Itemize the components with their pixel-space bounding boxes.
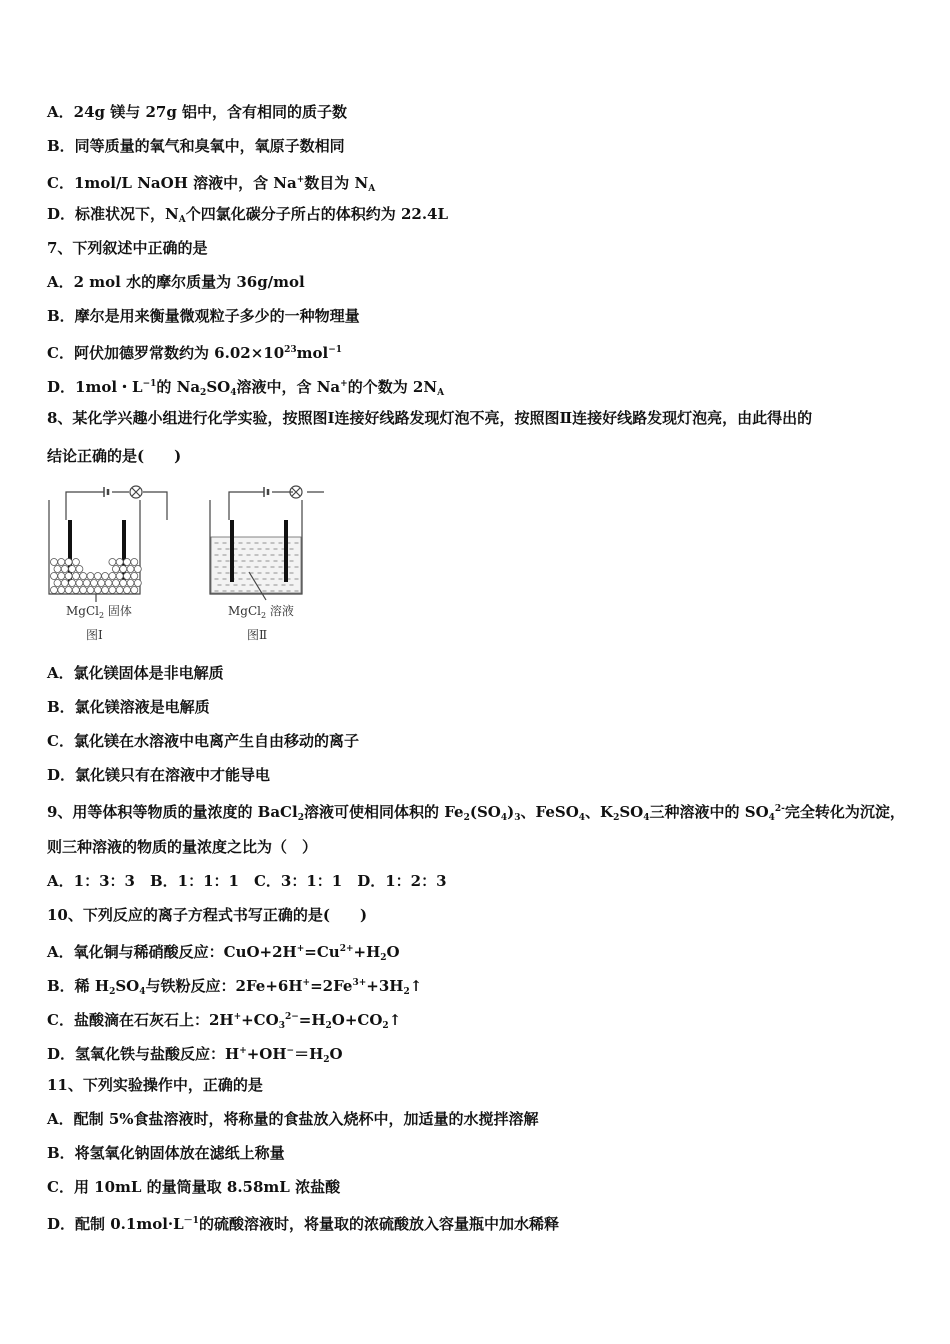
particle (116, 559, 123, 566)
particle (120, 580, 127, 587)
particle (51, 573, 58, 580)
text-segment: O (386, 943, 400, 961)
supscript-text: 2+ (339, 944, 354, 954)
particle (58, 559, 65, 566)
supscript-text: 3+ (352, 978, 367, 988)
supscript-text: 2− (284, 1012, 299, 1022)
supscript-text: + (296, 944, 305, 954)
text-segment: (SO (469, 803, 501, 821)
conductivity-diagram (44, 482, 324, 647)
text-segment: C．盐酸滴在石灰石上：2H (47, 1011, 234, 1029)
particle (51, 587, 58, 594)
supscript-text: + (296, 175, 305, 185)
particle (131, 587, 138, 594)
text-segment: +OH (246, 1045, 287, 1063)
particle (109, 573, 116, 580)
text-segment: 与铁粉反应：2Fe+6H (145, 977, 303, 995)
text-segment: 11、下列实验操作中，正确的是 (47, 1076, 263, 1094)
subscript-text: 2 (200, 388, 207, 398)
particle (102, 573, 109, 580)
figure-2-solution (210, 486, 324, 600)
particle (80, 573, 87, 580)
particle (65, 587, 72, 594)
text-segment: B．同等质量的氧气和臭氧中，氧原子数相同 (47, 137, 345, 155)
supscript-text: − (286, 1046, 295, 1056)
text-line (47, 1075, 263, 1095)
text-line (47, 731, 359, 751)
particle (65, 573, 72, 580)
particle (54, 566, 61, 573)
particle (120, 566, 127, 573)
fig2-label: MgCl$_2$ 溶液 (228, 604, 294, 620)
particle (98, 580, 105, 587)
text-line (47, 374, 444, 403)
text-segment: C．1mol/L NaOH 溶液中，含 Na (47, 174, 297, 192)
text-line (47, 939, 400, 968)
particle (127, 566, 134, 573)
text-line (47, 799, 905, 828)
text-segment: O (329, 1045, 343, 1063)
subscript-text: A (178, 215, 186, 225)
subscript-text: 3 (278, 1021, 285, 1031)
text-segment: 10、下列反应的离子方程式书写正确的是( ) (47, 906, 368, 924)
particle (58, 587, 65, 594)
text-segment: ) (507, 803, 515, 821)
particle (87, 573, 94, 580)
particle (124, 573, 131, 580)
text-line (47, 663, 224, 683)
text-segment: 完全转化为沉淀， (784, 803, 905, 821)
particle (61, 580, 68, 587)
text-segment: A．24g 镁与 27g 铝中，含有相同的质子数 (47, 103, 348, 121)
text-segment: 7、下列叙述中正确的是 (47, 239, 208, 257)
text-segment: 的硫酸溶液时，将量取的浓硫酸放入容量瓶中加水稀释 (198, 1215, 559, 1233)
text-segment: 、FeSO (520, 803, 579, 821)
text-segment: A．1：3：3 B．1：1：1 C．3：1：1 D．1：2：3 (47, 872, 447, 890)
text-segment: D．标准状况下，N (47, 205, 179, 223)
supscript-text: －1 (183, 1216, 199, 1226)
particle (112, 566, 119, 573)
particle (76, 566, 83, 573)
particle (94, 573, 101, 580)
fig1-label: MgCl$_2$ 固体 (66, 604, 132, 620)
subscript-text: 3 (514, 813, 521, 823)
particle (72, 587, 79, 594)
text-segment: 8、某化学兴趣小组进行化学实验，按照图Ⅰ连接好线路发现灯泡不亮，按照图Ⅱ连接好线路发现灯泡亮，由此得出的 (47, 409, 813, 427)
subscript-text: 2 (297, 813, 304, 823)
text-segment: 9、用等体积等物质的量浓度的 BaCl (47, 803, 298, 821)
text-segment: B．摩尔是用来衡量微观粒子多少的一种物理量 (47, 307, 360, 325)
particle (116, 573, 123, 580)
text-segment: B．稀 H (47, 977, 110, 995)
text-segment: A．氧化铜与稀硝酸反应：CuO+2H (47, 943, 297, 961)
subscript-text: 4 (230, 388, 237, 398)
subscript-text: 2 (109, 987, 116, 997)
text-line (47, 408, 812, 428)
text-segment: SO (115, 977, 140, 995)
text-line (47, 1007, 401, 1036)
subscript-text: 2 (382, 1021, 389, 1031)
particle (58, 573, 65, 580)
subscript-text: A (368, 184, 376, 194)
text-segment: B．将氢氧化钠固体放在滤纸上称量 (47, 1144, 285, 1162)
text-line (47, 837, 317, 857)
subscript-text: 4 (768, 813, 775, 823)
text-segment: D．氯化镁只有在溶液中才能导电 (47, 766, 271, 784)
particle (131, 573, 138, 580)
text-segment: 溶液中，含 Na (236, 378, 341, 396)
text-line (47, 1041, 343, 1070)
text-line (47, 272, 305, 292)
subscript-text: 4 (500, 813, 508, 823)
text-segment: mol (296, 344, 329, 362)
text-line (47, 1143, 285, 1163)
supscript-text: 23 (284, 345, 297, 355)
particle (109, 559, 116, 566)
text-segment: 溶液可使相同体积的 Fe (303, 803, 464, 821)
particle (69, 580, 76, 587)
subscript-text: A (437, 388, 445, 398)
text-segment: +H (353, 943, 381, 961)
particle (72, 559, 79, 566)
subscript-text: 2 (463, 813, 470, 823)
text-line (47, 136, 345, 156)
text-segment: 的个数为 2N (347, 378, 438, 396)
supscript-text: 2- (774, 804, 785, 814)
text-segment: +CO (241, 1011, 279, 1029)
text-line (47, 306, 360, 326)
subscript-text: 2 (380, 953, 387, 963)
text-segment: C．阿伏加德罗常数约为 6.02×10 (47, 344, 285, 362)
text-segment: SO (619, 803, 644, 821)
subscript-text: 4 (643, 813, 650, 823)
text-line (47, 973, 422, 1002)
text-segment: D．配制 0.1mol·L (47, 1215, 184, 1233)
supscript-text: + (233, 1012, 242, 1022)
particle (80, 587, 87, 594)
text-segment: =Cu (304, 943, 340, 961)
subscript-text: 2 (325, 1021, 332, 1031)
particle (116, 587, 123, 594)
text-line (47, 1177, 340, 1197)
text-line (47, 340, 342, 363)
text-line (47, 1109, 539, 1129)
particle (102, 587, 109, 594)
particle (131, 559, 138, 566)
particle (72, 573, 79, 580)
text-segment: A．氯化镁固体是非电解质 (47, 664, 224, 682)
particle (105, 580, 112, 587)
particle (69, 566, 76, 573)
subscript-text: 2 (613, 813, 620, 823)
text-segment: SO (206, 378, 231, 396)
text-segment: A．配制 5%食盐溶液时，将称量的食盐放入烧杯中，加适量的水搅拌溶解 (47, 1110, 539, 1128)
supscript-text: −1 (142, 379, 157, 389)
particle (127, 580, 134, 587)
particle (54, 580, 61, 587)
text-line (47, 871, 447, 891)
text-line (47, 765, 270, 785)
particle (134, 566, 141, 573)
text-segment: B．氯化镁溶液是电解质 (47, 698, 210, 716)
text-segment: D．氢氧化铁与盐酸反应：H (47, 1045, 240, 1063)
supscript-text: + (239, 1046, 247, 1056)
text-segment: ↑ (409, 977, 423, 995)
text-segment: 个四氯化碳分子所占的体积约为 22.4L (185, 205, 449, 223)
text-segment: C．氯化镁在水溶液中电离产生自由移动的离子 (47, 732, 359, 750)
text-segment: 的 Na (156, 378, 201, 396)
subscript-text: 4 (139, 987, 146, 997)
text-line (47, 905, 367, 925)
text-line (47, 1211, 559, 1234)
particle (87, 587, 94, 594)
figure-1-solid (49, 486, 167, 602)
text-segment: +3H (366, 977, 404, 995)
subscript-text: 4 (578, 813, 586, 823)
text-segment: C．用 10mL 的量筒量取 8.58mL 浓盐酸 (47, 1178, 341, 1196)
text-segment: A．2 mol 水的摩尔质量为 36g/mol (47, 273, 305, 291)
text-line (47, 102, 347, 122)
particle (61, 566, 68, 573)
text-segment: 三种溶液中的 SO (649, 803, 769, 821)
text-line (47, 697, 210, 717)
subscript-text: 2 (403, 987, 410, 997)
text-line (47, 170, 375, 199)
particle (51, 559, 58, 566)
text-segment: 数目为 N (304, 174, 369, 192)
subscript-text: 2 (323, 1055, 330, 1065)
supscript-text: + (302, 978, 311, 988)
text-segment: ＝H (294, 1045, 324, 1063)
supscript-text: −1 (328, 345, 343, 355)
text-line (47, 238, 207, 258)
particle (124, 587, 131, 594)
text-line (47, 204, 448, 230)
fig1-caption: 图Ⅰ (86, 628, 103, 642)
text-segment: =H (298, 1011, 326, 1029)
particle (91, 580, 98, 587)
fig2-caption: 图Ⅱ (247, 628, 268, 642)
particle (109, 587, 116, 594)
particle (83, 580, 90, 587)
text-segment: 则三种溶液的物质的量浓度之比为（ ） (47, 838, 318, 856)
text-segment: ↑ (388, 1011, 402, 1029)
supscript-text: + (340, 379, 348, 389)
particle (94, 587, 101, 594)
particle (76, 580, 83, 587)
text-segment: 、K (585, 803, 614, 821)
text-segment: =2Fe (310, 977, 353, 995)
text-segment: 结论正确的是( ) (47, 447, 182, 465)
text-line (47, 446, 181, 466)
particle (134, 580, 141, 587)
text-segment: O+CO (331, 1011, 383, 1029)
text-segment: D．1mol・L (47, 378, 143, 396)
particle (65, 559, 72, 566)
particle (124, 559, 131, 566)
particle (112, 580, 119, 587)
